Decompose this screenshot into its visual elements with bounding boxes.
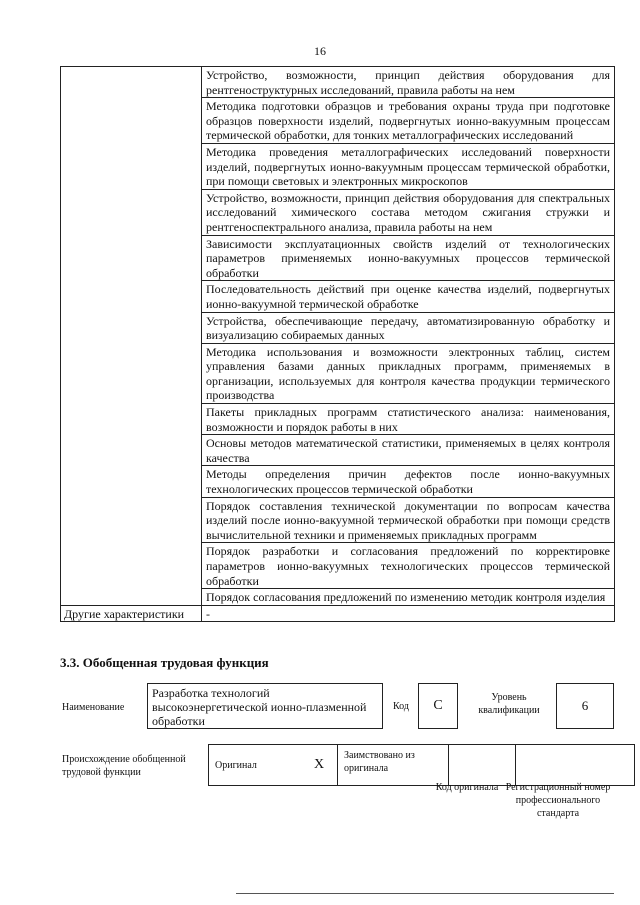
requirement-text: Методика проведения металлографических исследований поверхности изделий, подвергнутых ионно-вакуумным процессам термической обработки, при помощи световых и электронных микроскопов xyxy=(202,143,615,189)
original-label: Оригинал xyxy=(209,745,302,786)
bottom-rule xyxy=(236,893,614,894)
level-value: 6 xyxy=(556,683,614,729)
section-heading: 3.3. Обобщенная трудовая функция xyxy=(60,655,269,670)
caption-registration-number: Регистрационный номер профессионального стандарта xyxy=(505,782,611,819)
page-number: 16 xyxy=(314,44,326,58)
registration-number-cell xyxy=(516,745,635,786)
requirement-text: Порядок составления технической документации по вопросам качества изделий после ионно-вакуумной термической обработки при помощи средств вычислительной техники и применяемых прикладных программ xyxy=(202,497,615,543)
code-value: C xyxy=(418,683,458,729)
other-characteristics-row xyxy=(61,605,615,622)
requirement-text: Последовательность действий при оценке качества изделий, подвергнутых ионно-вакуумной термической обработке xyxy=(202,281,615,312)
requirements-table xyxy=(60,66,615,622)
requirement-row xyxy=(61,67,615,98)
code-label: Код xyxy=(393,701,409,712)
requirement-text: Основы методов математической статистики, применяемых в целях контроля качества xyxy=(202,435,615,466)
requirement-text: Порядок согласования предложений по изменению методик контроля изделия xyxy=(202,589,615,606)
requirement-text: Порядок разработки и согласования предложений по корректировке параметров ионно-вакуумных технологических процессов термической обработки xyxy=(202,543,615,589)
name-label: Наименование xyxy=(62,702,125,713)
requirement-text: Устройство, возможности, принцип действия оборудования для спектральных исследований химического состава методом сжигания стружки и рентгеноспектрального анализа, правила работы на нем xyxy=(202,189,615,235)
origin-table xyxy=(208,744,635,786)
level-label: Уровень квалификации xyxy=(478,692,540,716)
requirement-text: Зависимости эксплуатационных свойств изделий от технологических параметров применяемых ионно-вакуумных процессов термической обработки xyxy=(202,235,615,281)
origin-label: Происхождение обобщенной трудовой функции xyxy=(62,754,186,778)
requirement-text: Методика использования и возможности электронных таблиц, систем управления базами данных прикладных программ, применяемых в организации, используемых для контроля качества продукции термического производства xyxy=(202,343,615,403)
name-value: Разработка технологий высокоэнергетической ионно-плазменной обработки xyxy=(147,683,383,729)
requirement-text: Пакеты прикладных программ статистического анализа: наименования, возможности и порядок работы в них xyxy=(202,404,615,435)
original-code-cell xyxy=(449,745,516,786)
borrowed-label: Заимствовано из оригинала xyxy=(338,745,449,786)
requirement-text: Устройства, обеспечивающие передачу, автоматизированную обработку и визуализацию собираемых данных xyxy=(202,312,615,343)
requirement-text: Методы определения причин дефектов после ионно-вакуумных технологических процессов термической обработки xyxy=(202,466,615,497)
other-characteristics-value: - xyxy=(202,605,615,622)
requirements-table-body xyxy=(61,67,615,622)
other-characteristics-label: Другие характеристики xyxy=(61,605,202,622)
requirement-text: Методика подготовки образцов и требования охраны труда при подготовке образцов поверхности изделий, подвергнутых ионно-вакуумным процессам термической обработки, для тонких металлографических исследований xyxy=(202,98,615,144)
requirement-text: Устройство, возможности, принцип действия оборудования для рентгеноструктурных исследований, правила работы на нем xyxy=(202,67,615,98)
requirements-left-cell xyxy=(61,67,202,606)
original-mark: X xyxy=(301,745,338,786)
caption-original-code: Код оригинала xyxy=(435,782,499,793)
